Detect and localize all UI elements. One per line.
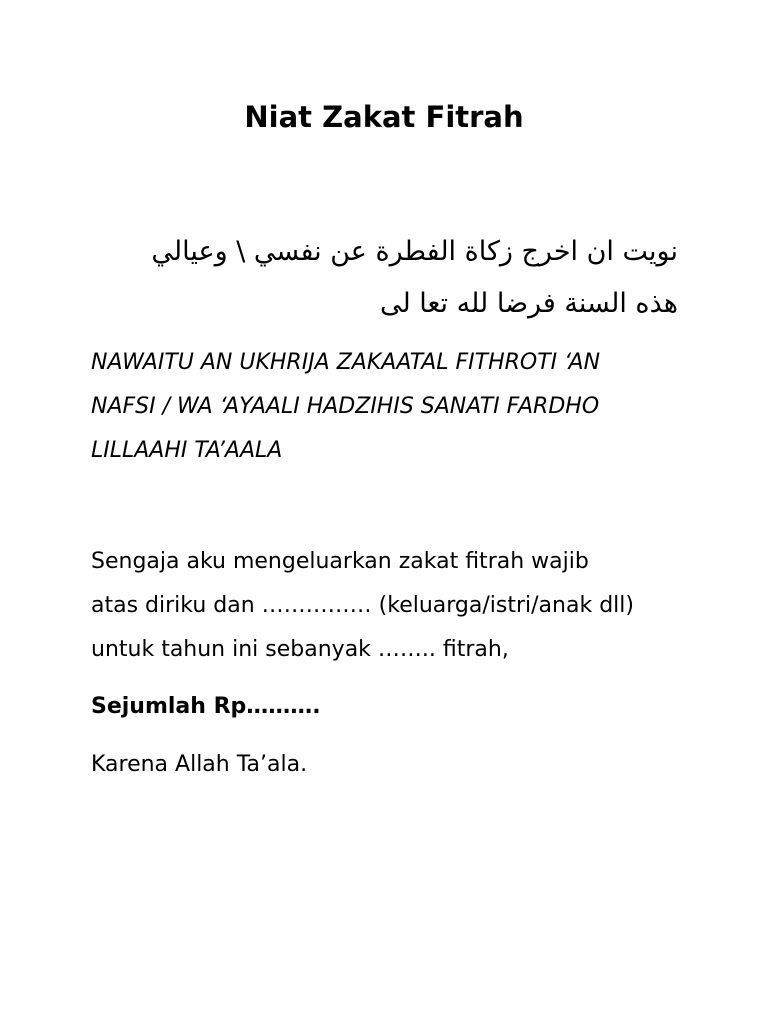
amount-line: Sejumlah Rp………. [91, 694, 321, 719]
transliteration-line-1: NAWAITU AN UKHRIJA ZAKAATAL FITHROTI ‘AN [91, 350, 601, 375]
meaning-line-1: Sengaja aku mengeluarkan zakat fitrah wajib [91, 549, 589, 574]
document-title: Niat Zakat Fitrah [244, 100, 524, 134]
arabic-intention-text [90, 226, 678, 330]
meaning-line-3: untuk tahun ini sebanyak …….. fitrah, [91, 637, 509, 662]
transliteration-line-2: NAFSI / WA ‘AYAALI HADZIHIS SANATI FARDHO [91, 394, 600, 419]
transliteration-line-3: LILLAAHI TA’AALA [91, 438, 283, 463]
transliteration-text [91, 341, 691, 473]
meaning-line-2: atas diriku dan …………… (keluarga/istri/anak dll) [91, 593, 634, 618]
closing-line: Karena Allah Ta’ala. [91, 752, 308, 777]
arabic-line-2: هذه السنة فرضا لله تعا لى [379, 288, 678, 319]
meaning-text [91, 540, 711, 672]
arabic-line-1: نويت ان اخرج زكاة الفطرة عن نفسي \ وعيالي [151, 236, 678, 267]
